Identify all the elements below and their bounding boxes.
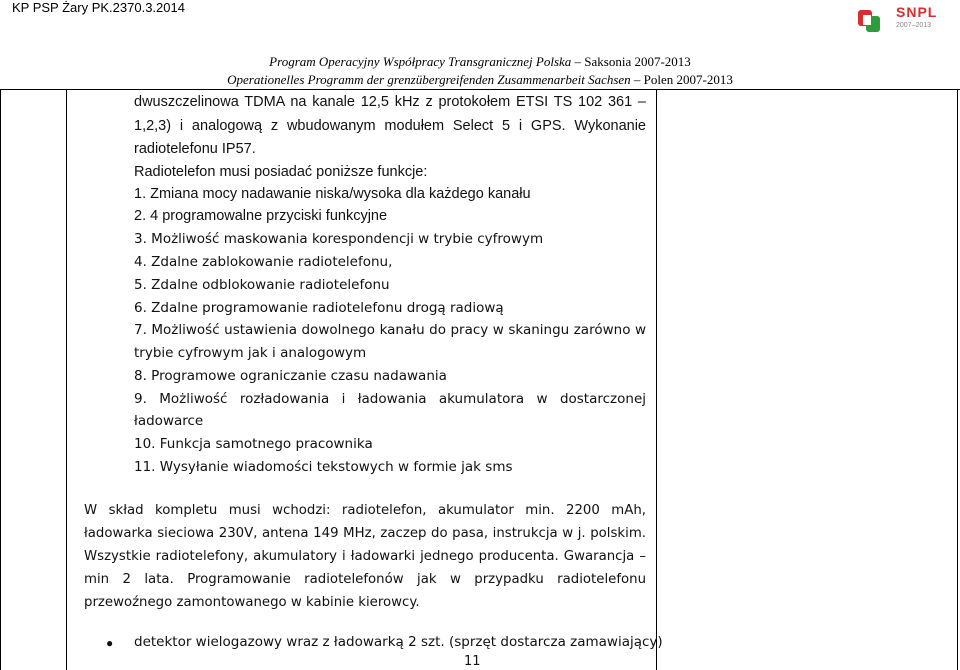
function-item: 8. Programowe ograniczanie czasu nadawania xyxy=(134,368,447,384)
bullet-icon: ● xyxy=(106,636,114,650)
kit-line: min 2 lata. Programowanie radiotelefonów jak w przypadku radiotelefonu xyxy=(84,572,646,587)
function-item: 3. Możliwość maskowania korespondencji w trybie cyfrowym xyxy=(134,231,544,247)
function-item: 5. Zdalne odblokowanie radiotelefonu xyxy=(134,277,390,293)
intro-line: dwuszczelinowa TDMA na kanale 12,5 kHz z protokołem ETSI TS 102 361 – xyxy=(134,94,646,110)
program-title-pl: Program Operacyjny Współpracy Transgranicznej Polska – Saksonia 2007-2013 xyxy=(269,54,691,69)
kit-line: przewoźnego zamontowanego w kabinie kierowcy. xyxy=(84,595,420,610)
function-item: 7. Możliwość ustawienia dowolnego kanału do pracy w skaningu zarówno w xyxy=(134,322,646,338)
table-column-divider xyxy=(66,90,67,670)
intro-line: Radiotelefon musi posiadać poniższe funkcje: xyxy=(134,164,428,180)
kit-line: ładowarka sieciowa 230V, antena 149 MHz, zaczep do pasa, instrukcja w j. polskim. xyxy=(84,526,646,541)
function-item: 4. Zdalne zablokowanie radiotelefonu, xyxy=(134,254,393,270)
kit-line: Wszystkie radiotelefony, akumulatory i ładowarki jednego producenta. Gwarancja – xyxy=(84,549,646,564)
function-item: 10. Funkcja samotnego pracownika xyxy=(134,436,373,452)
function-item-continuation: trybie cyfrowym jak i analogowym xyxy=(134,345,367,361)
function-item: 11. Wysyłanie wiadomości tekstowych w formie jak sms xyxy=(134,459,513,475)
logo-text: SNPL xyxy=(896,4,938,20)
program-title-de: Operationelles Programm der grenzübergreifenden Zusammenarbeit Sachsen – Polen 2007-2013 xyxy=(227,72,733,87)
function-item: 2. 4 programowalne przyciski funkcyjne xyxy=(134,208,388,224)
kit-paragraph xyxy=(84,501,646,616)
intro-line: 1,2,3) i analogową z wbudowanym modułem Select 5 i GPS. Wykonanie xyxy=(134,118,646,134)
bullet-item: detektor wielogazowy wraz z ładowarką 2 szt. (sprzęt dostarcza zamawiający) xyxy=(134,634,663,650)
table-border-right xyxy=(957,90,958,670)
function-item: 6. Zdalne programowanie radiotelefonu drogą radiową xyxy=(134,300,504,316)
table-column-divider xyxy=(656,90,657,670)
function-item-continuation: ładowarce xyxy=(134,413,204,429)
table-border-left xyxy=(0,90,1,670)
function-item: 1. Zmiana mocy nadawanie niska/wysoka dla każdego kanału xyxy=(134,186,531,202)
function-item: 9. Możliwość rozładowania i ładowania akumulatora w dostarczonej xyxy=(134,391,646,407)
document-id: KP PSP Żary PK.2370.3.2014 xyxy=(12,0,185,15)
logo-years: 2007–2013 xyxy=(896,22,932,29)
kit-line: W skład kompletu musi wchodzi: radiotelefon, akumulator min. 2200 mAh, xyxy=(84,503,646,518)
intro-line: radiotelefonu IP57. xyxy=(134,141,256,157)
table-top-border xyxy=(0,89,960,90)
page-number: 11 xyxy=(464,654,481,669)
